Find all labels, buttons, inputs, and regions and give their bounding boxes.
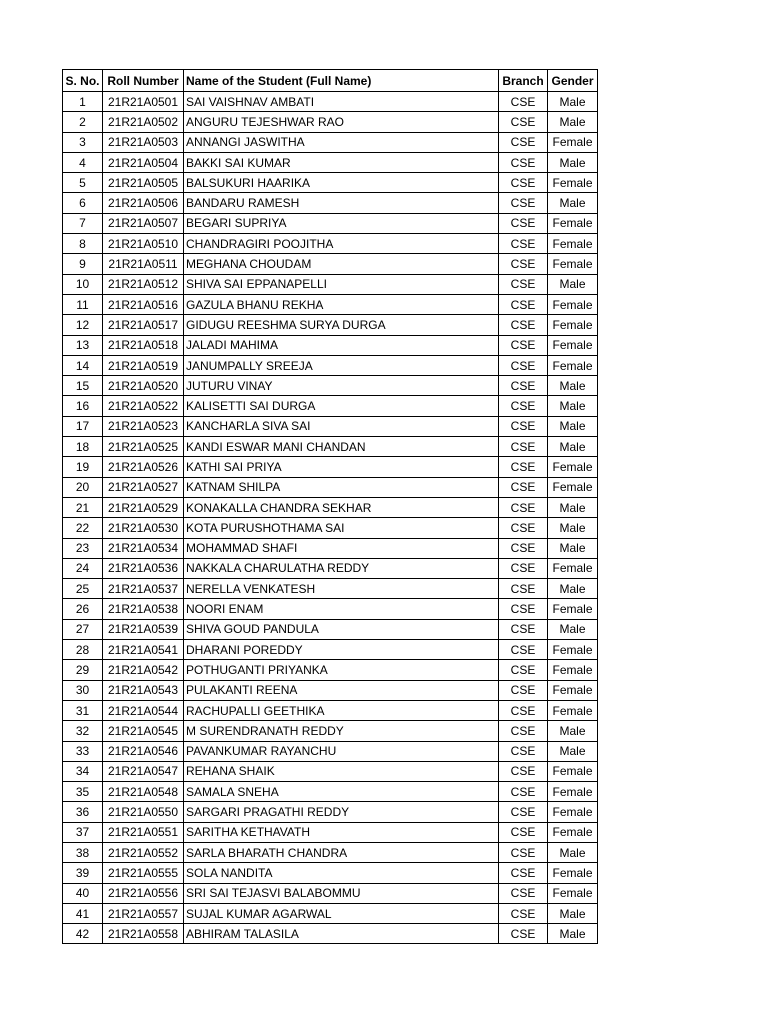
cell-gender: Male bbox=[548, 721, 598, 741]
cell-branch: CSE bbox=[499, 579, 548, 599]
cell-branch: CSE bbox=[499, 924, 548, 944]
cell-branch: CSE bbox=[499, 477, 548, 497]
cell-branch: CSE bbox=[499, 883, 548, 903]
cell-roll-number: 21R21A0552 bbox=[103, 842, 184, 862]
cell-branch: CSE bbox=[499, 274, 548, 294]
cell-serial-number: 15 bbox=[63, 376, 103, 396]
cell-gender: Female bbox=[548, 457, 598, 477]
cell-roll-number: 21R21A0503 bbox=[103, 132, 184, 152]
header-branch: Branch bbox=[499, 70, 548, 92]
cell-serial-number: 38 bbox=[63, 842, 103, 862]
cell-roll-number: 21R21A0529 bbox=[103, 497, 184, 517]
cell-gender: Female bbox=[548, 335, 598, 355]
cell-serial-number: 21 bbox=[63, 497, 103, 517]
cell-roll-number: 21R21A0511 bbox=[103, 254, 184, 274]
cell-gender: Female bbox=[548, 234, 598, 254]
cell-roll-number: 21R21A0544 bbox=[103, 700, 184, 720]
cell-serial-number: 27 bbox=[63, 619, 103, 639]
cell-student-name: KALISETTI SAI DURGA bbox=[184, 396, 499, 416]
cell-branch: CSE bbox=[499, 437, 548, 457]
cell-student-name: KOTA PURUSHOTHAMA SAI bbox=[184, 518, 499, 538]
table-row bbox=[63, 477, 598, 497]
cell-branch: CSE bbox=[499, 518, 548, 538]
table-row bbox=[63, 700, 598, 720]
cell-serial-number: 25 bbox=[63, 579, 103, 599]
cell-student-name: NOORI ENAM bbox=[184, 599, 499, 619]
cell-branch: CSE bbox=[499, 112, 548, 132]
cell-branch: CSE bbox=[499, 741, 548, 761]
cell-serial-number: 5 bbox=[63, 173, 103, 193]
cell-gender: Female bbox=[548, 640, 598, 660]
cell-roll-number: 21R21A0505 bbox=[103, 173, 184, 193]
cell-gender: Female bbox=[548, 822, 598, 842]
cell-branch: CSE bbox=[499, 416, 548, 436]
cell-branch: CSE bbox=[499, 132, 548, 152]
cell-serial-number: 7 bbox=[63, 213, 103, 233]
cell-branch: CSE bbox=[499, 213, 548, 233]
table-row bbox=[63, 721, 598, 741]
cell-student-name: SHIVA SAI EPPANAPELLI bbox=[184, 274, 499, 294]
cell-serial-number: 1 bbox=[63, 92, 103, 112]
cell-roll-number: 21R21A0504 bbox=[103, 152, 184, 172]
table-row bbox=[63, 132, 598, 152]
cell-student-name: REHANA SHAIK bbox=[184, 761, 499, 781]
cell-gender: Female bbox=[548, 599, 598, 619]
cell-serial-number: 3 bbox=[63, 132, 103, 152]
cell-gender: Male bbox=[548, 92, 598, 112]
table-row bbox=[63, 335, 598, 355]
table-row bbox=[63, 842, 598, 862]
cell-branch: CSE bbox=[499, 396, 548, 416]
cell-serial-number: 34 bbox=[63, 761, 103, 781]
table-row bbox=[63, 518, 598, 538]
cell-roll-number: 21R21A0516 bbox=[103, 294, 184, 314]
cell-gender: Male bbox=[548, 274, 598, 294]
cell-student-name: GIDUGU REESHMA SURYA DURGA bbox=[184, 315, 499, 335]
cell-student-name: M SURENDRANATH REDDY bbox=[184, 721, 499, 741]
table-row bbox=[63, 152, 598, 172]
table-body bbox=[63, 92, 598, 944]
cell-serial-number: 23 bbox=[63, 538, 103, 558]
cell-serial-number: 28 bbox=[63, 640, 103, 660]
cell-gender: Male bbox=[548, 518, 598, 538]
cell-gender: Female bbox=[548, 761, 598, 781]
cell-roll-number: 21R21A0522 bbox=[103, 396, 184, 416]
cell-student-name: GAZULA BHANU REKHA bbox=[184, 294, 499, 314]
cell-serial-number: 24 bbox=[63, 558, 103, 578]
cell-roll-number: 21R21A0519 bbox=[103, 355, 184, 375]
cell-student-name: DHARANI POREDDY bbox=[184, 640, 499, 660]
cell-branch: CSE bbox=[499, 761, 548, 781]
table-row bbox=[63, 579, 598, 599]
cell-serial-number: 42 bbox=[63, 924, 103, 944]
table-row bbox=[63, 741, 598, 761]
cell-serial-number: 16 bbox=[63, 396, 103, 416]
cell-student-name: SARITHA KETHAVATH bbox=[184, 822, 499, 842]
cell-student-name: ABHIRAM TALASILA bbox=[184, 924, 499, 944]
cell-serial-number: 14 bbox=[63, 355, 103, 375]
cell-serial-number: 30 bbox=[63, 680, 103, 700]
cell-branch: CSE bbox=[499, 903, 548, 923]
cell-gender: Male bbox=[548, 741, 598, 761]
cell-gender: Male bbox=[548, 842, 598, 862]
cell-branch: CSE bbox=[499, 538, 548, 558]
cell-student-name: KONAKALLA CHANDRA SEKHAR bbox=[184, 497, 499, 517]
cell-gender: Male bbox=[548, 619, 598, 639]
cell-serial-number: 8 bbox=[63, 234, 103, 254]
cell-branch: CSE bbox=[499, 863, 548, 883]
cell-roll-number: 21R21A0534 bbox=[103, 538, 184, 558]
cell-roll-number: 21R21A0538 bbox=[103, 599, 184, 619]
cell-student-name: PAVANKUMAR RAYANCHU bbox=[184, 741, 499, 761]
cell-roll-number: 21R21A0546 bbox=[103, 741, 184, 761]
cell-roll-number: 21R21A0550 bbox=[103, 802, 184, 822]
cell-serial-number: 4 bbox=[63, 152, 103, 172]
cell-branch: CSE bbox=[499, 680, 548, 700]
cell-serial-number: 13 bbox=[63, 335, 103, 355]
table-row bbox=[63, 903, 598, 923]
table-row bbox=[63, 863, 598, 883]
cell-gender: Female bbox=[548, 294, 598, 314]
cell-gender: Female bbox=[548, 558, 598, 578]
cell-gender: Male bbox=[548, 903, 598, 923]
cell-branch: CSE bbox=[499, 376, 548, 396]
table-row bbox=[63, 883, 598, 903]
cell-serial-number: 19 bbox=[63, 457, 103, 477]
table-row bbox=[63, 173, 598, 193]
cell-gender: Male bbox=[548, 112, 598, 132]
table-row bbox=[63, 437, 598, 457]
cell-roll-number: 21R21A0536 bbox=[103, 558, 184, 578]
cell-serial-number: 40 bbox=[63, 883, 103, 903]
cell-gender: Male bbox=[548, 437, 598, 457]
cell-student-name: SRI SAI TEJASVI BALABOMMU bbox=[184, 883, 499, 903]
cell-serial-number: 17 bbox=[63, 416, 103, 436]
cell-roll-number: 21R21A0547 bbox=[103, 761, 184, 781]
cell-serial-number: 35 bbox=[63, 782, 103, 802]
cell-roll-number: 21R21A0557 bbox=[103, 903, 184, 923]
cell-branch: CSE bbox=[499, 640, 548, 660]
cell-branch: CSE bbox=[499, 842, 548, 862]
table-row bbox=[63, 254, 598, 274]
cell-roll-number: 21R21A0520 bbox=[103, 376, 184, 396]
cell-serial-number: 22 bbox=[63, 518, 103, 538]
header-student-name: Name of the Student (Full Name) bbox=[184, 70, 499, 92]
cell-student-name: SHIVA GOUD PANDULA bbox=[184, 619, 499, 639]
cell-branch: CSE bbox=[499, 173, 548, 193]
table-row bbox=[63, 782, 598, 802]
cell-branch: CSE bbox=[499, 152, 548, 172]
cell-gender: Female bbox=[548, 213, 598, 233]
table-row bbox=[63, 234, 598, 254]
cell-serial-number: 36 bbox=[63, 802, 103, 822]
cell-branch: CSE bbox=[499, 822, 548, 842]
cell-branch: CSE bbox=[499, 254, 548, 274]
header-serial-number: S. No. bbox=[63, 70, 103, 92]
cell-roll-number: 21R21A0501 bbox=[103, 92, 184, 112]
cell-serial-number: 33 bbox=[63, 741, 103, 761]
cell-gender: Female bbox=[548, 883, 598, 903]
cell-gender: Male bbox=[548, 193, 598, 213]
cell-gender: Female bbox=[548, 660, 598, 680]
cell-student-name: RACHUPALLI GEETHIKA bbox=[184, 700, 499, 720]
cell-roll-number: 21R21A0530 bbox=[103, 518, 184, 538]
cell-gender: Female bbox=[548, 863, 598, 883]
cell-branch: CSE bbox=[499, 497, 548, 517]
cell-serial-number: 31 bbox=[63, 700, 103, 720]
cell-gender: Female bbox=[548, 680, 598, 700]
cell-roll-number: 21R21A0558 bbox=[103, 924, 184, 944]
cell-gender: Female bbox=[548, 477, 598, 497]
cell-branch: CSE bbox=[499, 721, 548, 741]
cell-student-name: MOHAMMAD SHAFI bbox=[184, 538, 499, 558]
table-row bbox=[63, 213, 598, 233]
cell-branch: CSE bbox=[499, 802, 548, 822]
table-row bbox=[63, 92, 598, 112]
table-row bbox=[63, 599, 598, 619]
cell-student-name: SARGARI PRAGATHI REDDY bbox=[184, 802, 499, 822]
cell-branch: CSE bbox=[499, 92, 548, 112]
table-row bbox=[63, 660, 598, 680]
cell-gender: Male bbox=[548, 416, 598, 436]
cell-branch: CSE bbox=[499, 660, 548, 680]
cell-branch: CSE bbox=[499, 193, 548, 213]
cell-gender: Male bbox=[548, 376, 598, 396]
cell-student-name: NAKKALA CHARULATHA REDDY bbox=[184, 558, 499, 578]
cell-roll-number: 21R21A0541 bbox=[103, 640, 184, 660]
cell-roll-number: 21R21A0510 bbox=[103, 234, 184, 254]
table-row bbox=[63, 619, 598, 639]
cell-student-name: SARLA BHARATH CHANDRA bbox=[184, 842, 499, 862]
cell-serial-number: 37 bbox=[63, 822, 103, 842]
cell-student-name: SUJAL KUMAR AGARWAL bbox=[184, 903, 499, 923]
table-row bbox=[63, 457, 598, 477]
cell-branch: CSE bbox=[499, 335, 548, 355]
cell-gender: Female bbox=[548, 802, 598, 822]
table-row bbox=[63, 294, 598, 314]
cell-roll-number: 21R21A0545 bbox=[103, 721, 184, 741]
cell-gender: Female bbox=[548, 355, 598, 375]
header-gender: Gender bbox=[548, 70, 598, 92]
table-row bbox=[63, 924, 598, 944]
cell-branch: CSE bbox=[499, 294, 548, 314]
cell-serial-number: 39 bbox=[63, 863, 103, 883]
cell-student-name: KANCHARLA SIVA SAI bbox=[184, 416, 499, 436]
cell-gender: Female bbox=[548, 132, 598, 152]
cell-roll-number: 21R21A0525 bbox=[103, 437, 184, 457]
cell-gender: Male bbox=[548, 924, 598, 944]
cell-student-name: ANNANGI JASWITHA bbox=[184, 132, 499, 152]
table-row bbox=[63, 538, 598, 558]
cell-serial-number: 18 bbox=[63, 437, 103, 457]
cell-serial-number: 29 bbox=[63, 660, 103, 680]
cell-gender: Male bbox=[548, 579, 598, 599]
cell-branch: CSE bbox=[499, 782, 548, 802]
cell-roll-number: 21R21A0507 bbox=[103, 213, 184, 233]
cell-branch: CSE bbox=[499, 619, 548, 639]
cell-serial-number: 12 bbox=[63, 315, 103, 335]
cell-serial-number: 2 bbox=[63, 112, 103, 132]
cell-student-name: ANGURU TEJESHWAR RAO bbox=[184, 112, 499, 132]
cell-roll-number: 21R21A0551 bbox=[103, 822, 184, 842]
table-row bbox=[63, 315, 598, 335]
cell-student-name: SOLA NANDITA bbox=[184, 863, 499, 883]
cell-student-name: BALSUKURI HAARIKA bbox=[184, 173, 499, 193]
cell-serial-number: 9 bbox=[63, 254, 103, 274]
cell-student-name: CHANDRAGIRI POOJITHA bbox=[184, 234, 499, 254]
cell-branch: CSE bbox=[499, 558, 548, 578]
table-row bbox=[63, 274, 598, 294]
cell-student-name: BEGARI SUPRIYA bbox=[184, 213, 499, 233]
table-row bbox=[63, 396, 598, 416]
cell-serial-number: 41 bbox=[63, 903, 103, 923]
cell-student-name: KANDI ESWAR MANI CHANDAN bbox=[184, 437, 499, 457]
cell-serial-number: 32 bbox=[63, 721, 103, 741]
cell-gender: Female bbox=[548, 782, 598, 802]
table-row bbox=[63, 376, 598, 396]
cell-student-name: POTHUGANTI PRIYANKA bbox=[184, 660, 499, 680]
cell-student-name: KATNAM SHILPA bbox=[184, 477, 499, 497]
cell-student-name: PULAKANTI REENA bbox=[184, 680, 499, 700]
cell-gender: Female bbox=[548, 254, 598, 274]
cell-roll-number: 21R21A0537 bbox=[103, 579, 184, 599]
cell-roll-number: 21R21A0526 bbox=[103, 457, 184, 477]
cell-roll-number: 21R21A0539 bbox=[103, 619, 184, 639]
cell-roll-number: 21R21A0506 bbox=[103, 193, 184, 213]
cell-student-name: KATHI SAI PRIYA bbox=[184, 457, 499, 477]
cell-serial-number: 26 bbox=[63, 599, 103, 619]
header-roll-number: Roll Number bbox=[103, 70, 184, 92]
cell-branch: CSE bbox=[499, 457, 548, 477]
cell-roll-number: 21R21A0517 bbox=[103, 315, 184, 335]
cell-gender: Male bbox=[548, 497, 598, 517]
cell-roll-number: 21R21A0518 bbox=[103, 335, 184, 355]
cell-student-name: BANDARU RAMESH bbox=[184, 193, 499, 213]
cell-serial-number: 11 bbox=[63, 294, 103, 314]
table-row bbox=[63, 497, 598, 517]
cell-serial-number: 20 bbox=[63, 477, 103, 497]
table-row bbox=[63, 640, 598, 660]
cell-branch: CSE bbox=[499, 700, 548, 720]
table-row bbox=[63, 680, 598, 700]
cell-roll-number: 21R21A0542 bbox=[103, 660, 184, 680]
cell-gender: Female bbox=[548, 173, 598, 193]
cell-gender: Male bbox=[548, 396, 598, 416]
cell-branch: CSE bbox=[499, 315, 548, 335]
table-row bbox=[63, 355, 598, 375]
cell-roll-number: 21R21A0556 bbox=[103, 883, 184, 903]
cell-roll-number: 21R21A0523 bbox=[103, 416, 184, 436]
cell-branch: CSE bbox=[499, 599, 548, 619]
cell-gender: Male bbox=[548, 538, 598, 558]
cell-roll-number: 21R21A0543 bbox=[103, 680, 184, 700]
cell-roll-number: 21R21A0512 bbox=[103, 274, 184, 294]
table-row bbox=[63, 822, 598, 842]
cell-roll-number: 21R21A0502 bbox=[103, 112, 184, 132]
cell-student-name: SAI VAISHNAV AMBATI bbox=[184, 92, 499, 112]
cell-serial-number: 6 bbox=[63, 193, 103, 213]
table-row bbox=[63, 112, 598, 132]
cell-student-name: JUTURU VINAY bbox=[184, 376, 499, 396]
cell-gender: Female bbox=[548, 700, 598, 720]
table-row bbox=[63, 761, 598, 781]
cell-branch: CSE bbox=[499, 355, 548, 375]
table-row bbox=[63, 802, 598, 822]
student-roster-table bbox=[62, 69, 598, 944]
cell-student-name: SAMALA SNEHA bbox=[184, 782, 499, 802]
table-header-row bbox=[63, 70, 598, 92]
cell-roll-number: 21R21A0555 bbox=[103, 863, 184, 883]
cell-student-name: BAKKI SAI KUMAR bbox=[184, 152, 499, 172]
cell-roll-number: 21R21A0548 bbox=[103, 782, 184, 802]
cell-student-name: NERELLA VENKATESH bbox=[184, 579, 499, 599]
cell-serial-number: 10 bbox=[63, 274, 103, 294]
table-row bbox=[63, 193, 598, 213]
cell-branch: CSE bbox=[499, 234, 548, 254]
cell-gender: Male bbox=[548, 152, 598, 172]
cell-student-name: MEGHANA CHOUDAM bbox=[184, 254, 499, 274]
table-row bbox=[63, 416, 598, 436]
cell-gender: Female bbox=[548, 315, 598, 335]
table-row bbox=[63, 558, 598, 578]
cell-student-name: JANUMPALLY SREEJA bbox=[184, 355, 499, 375]
cell-roll-number: 21R21A0527 bbox=[103, 477, 184, 497]
cell-student-name: JALADI MAHIMA bbox=[184, 335, 499, 355]
